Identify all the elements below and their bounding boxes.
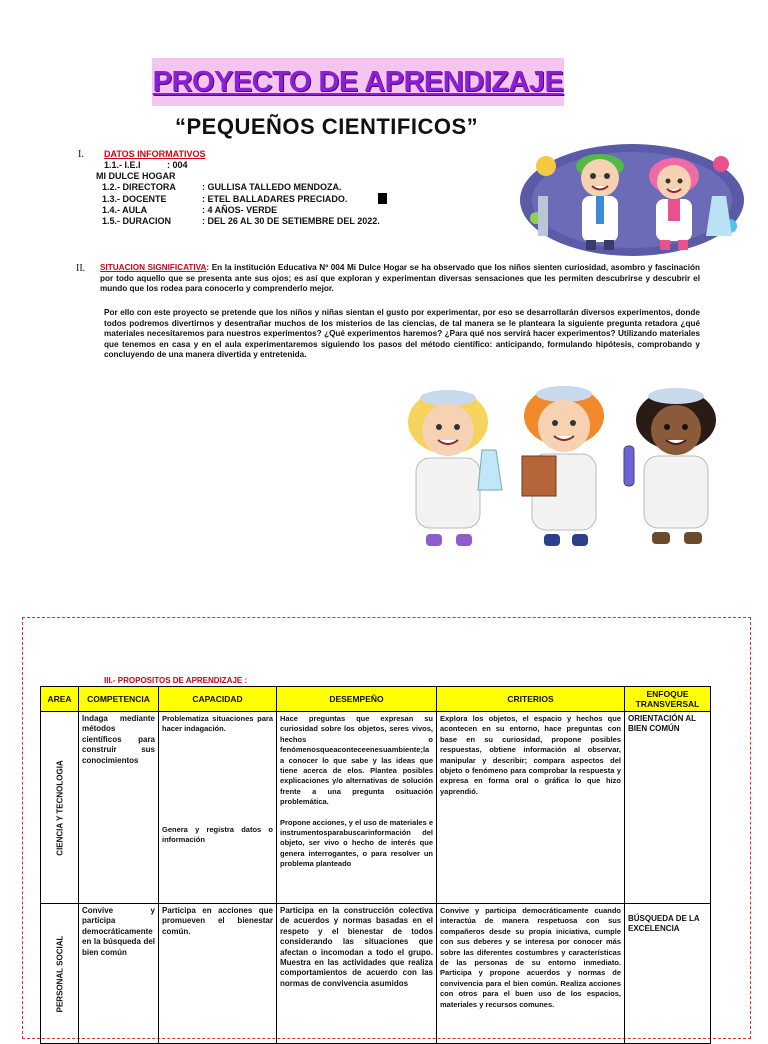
col-header-enfoque: ENFOQUE TRANSVERSAL bbox=[625, 687, 711, 712]
area-cell: PERSONAL SOCIAL bbox=[41, 904, 79, 1044]
info-list bbox=[96, 160, 524, 227]
section-2-heading: SITUACION SIGNIFICATIVA bbox=[100, 263, 207, 272]
criterios-cell: Explora los objetos, el espacio y hechos que acontecen en su entorno, hace preguntas con base en su curiosidad, propone posibles respuestas, obtiene información al observar, manipular y describir; compara aspectos del objeto o fenómeno para comprobar la respuesta y expresa en forma oral o gráfica lo que hizo yaprendió. bbox=[437, 712, 625, 904]
section-1-numeral: I. bbox=[78, 149, 84, 160]
competencia-cell: Convive y participa democráticamente en la búsqueda del bien común bbox=[79, 904, 159, 1044]
section-1-heading: DATOS INFORMATIVOS bbox=[104, 149, 206, 159]
capacidad-cell: Problematiza situaciones para hacer indagación. Genera y registra datos o información bbox=[159, 712, 277, 904]
table-row bbox=[41, 712, 711, 904]
project-subtitle: “PEQUEÑOS CIENTIFICOS” bbox=[175, 114, 479, 139]
desempeno-cell: Hace preguntas que expresan su curiosidad sobre los objetos, seres vivos, hechos o fenómenosqueaconteceenesuambiente;la a conocer lo que sabe y las ideas que tiene acerca de elos. Plantea posibles explicaciones y/o alternativas de solución frente a una pregunta osituación problemática. Propone acciones, y el uso de materiales e instrumentosparabuscarinformación del objeto, ser vivo o hecho de interés que genera interrogantes, o para resolver un problema planteado bbox=[277, 712, 437, 904]
criterios-cell: Convive y participa democráticamente cuando interactúa de manera respetuosa con sus compañeros desde su propia iniciativa, cumple con sus deberes y se interesa por conocer más sobre las diferentes costumbres y características de las personas de su entorno inmediato. Participa y propone acuerdos y normas de convivencia para el bien común. Realiza acciones con otros para el buen uso de los espacios, materiales y recursos comunes. bbox=[437, 904, 625, 1044]
info-row: 1.1.- I.E.I : 004 bbox=[104, 160, 188, 170]
capacidad-cell: Participa en acciones que promueven el bienestar común. bbox=[159, 904, 277, 1044]
desempeno-cell: Participa en la construcción colectiva de acuerdos y normas basadas en el respeto y el bienestar de todos considerando las situaciones que afectan o incomodan a todo el grupo. Muestra en las actividades que realiza comportamientos de acuerdo con las normas de convivencia asumidos bbox=[277, 904, 437, 1044]
situation-paragraph bbox=[100, 263, 700, 295]
black-square-mark bbox=[378, 193, 387, 204]
info-row: 1.4.- AULA : 4 AÑOS- VERDE bbox=[102, 205, 278, 215]
enfoque-cell: ORIENTACIÓN AL BIEN COMÚN bbox=[625, 712, 711, 904]
section-2-numeral: II. bbox=[76, 263, 86, 274]
area-cell: CIENCIA Y TECNOLOGIA bbox=[41, 712, 79, 904]
competencia-cell: Indaga mediante métodos científicos para construir sus conocimientos bbox=[79, 712, 159, 904]
table-row bbox=[41, 904, 711, 1044]
situation-text: : En la institución Educativa Nº 004 Mi Dulce Hogar se ha observado que los niños sienten curiosidad, asombro y fascinación por todo aquello que se presenta ante sus ojos; es así que exploran y experimentan diversas sensaciones que les permiten descubrirse y descubrir el mundo que los rodea para conocerlo y comprenderlo mejor. bbox=[100, 263, 700, 294]
col-header-competencia: COMPETENCIA bbox=[79, 687, 159, 712]
enfoque-cell: BÚSQUEDA DE LA EXCELENCIA bbox=[625, 904, 711, 1044]
info-row: 1.5.- DURACION : DEL 26 AL 30 DE SETIEMBRE DEL 2022. bbox=[102, 216, 380, 226]
table-header-row bbox=[41, 687, 711, 712]
col-header-desempeno: DESEMPEÑO bbox=[277, 687, 437, 712]
info-row: 1.3.- DOCENTE : ETEL BALLADARES PRECIADO. bbox=[102, 193, 524, 205]
col-header-area: AREA bbox=[41, 687, 79, 712]
kids-science-illustration bbox=[516, 136, 748, 260]
page-title: PROYECTO DE APRENDIZAJE bbox=[152, 58, 564, 106]
purposes-table bbox=[40, 686, 711, 1044]
col-header-capacidad: CAPACIDAD bbox=[159, 687, 277, 712]
col-header-criterios: CRITERIOS bbox=[437, 687, 625, 712]
project-paragraph: Por ello con este proyecto se pretende que los niños y niñas sientan el gusto por experimentar, por eso se desarrollarán diversos experimentos, donde todos podremos divertirnos y desentrañar muchos de los misterios de las ciencias, de tal manera se le planteara la siguiente pregunta retadora ¿qué materiales necesitaremos para nuestros experimentos? ¿Qué experimentos haremos? ¿Para qué nos servirá hacer experimentos? Utilizando materiales que tenemos en casa y en el aula experimentaremos siguiendo los pasos del método científico: anticipando, formulando hipótesis, comprobando y concluyendo de una manera divertida y entretenida. bbox=[104, 308, 700, 360]
info-row: 1.2.- DIRECTORA : GULLISA TALLEDO MENDOZA. bbox=[102, 182, 342, 192]
info-row: MI DULCE HOGAR bbox=[96, 171, 176, 181]
section-3-heading: III.- PROPOSITOS DE APRENDIZAJE : bbox=[104, 676, 248, 685]
three-scientist-kids-illustration bbox=[386, 380, 740, 554]
